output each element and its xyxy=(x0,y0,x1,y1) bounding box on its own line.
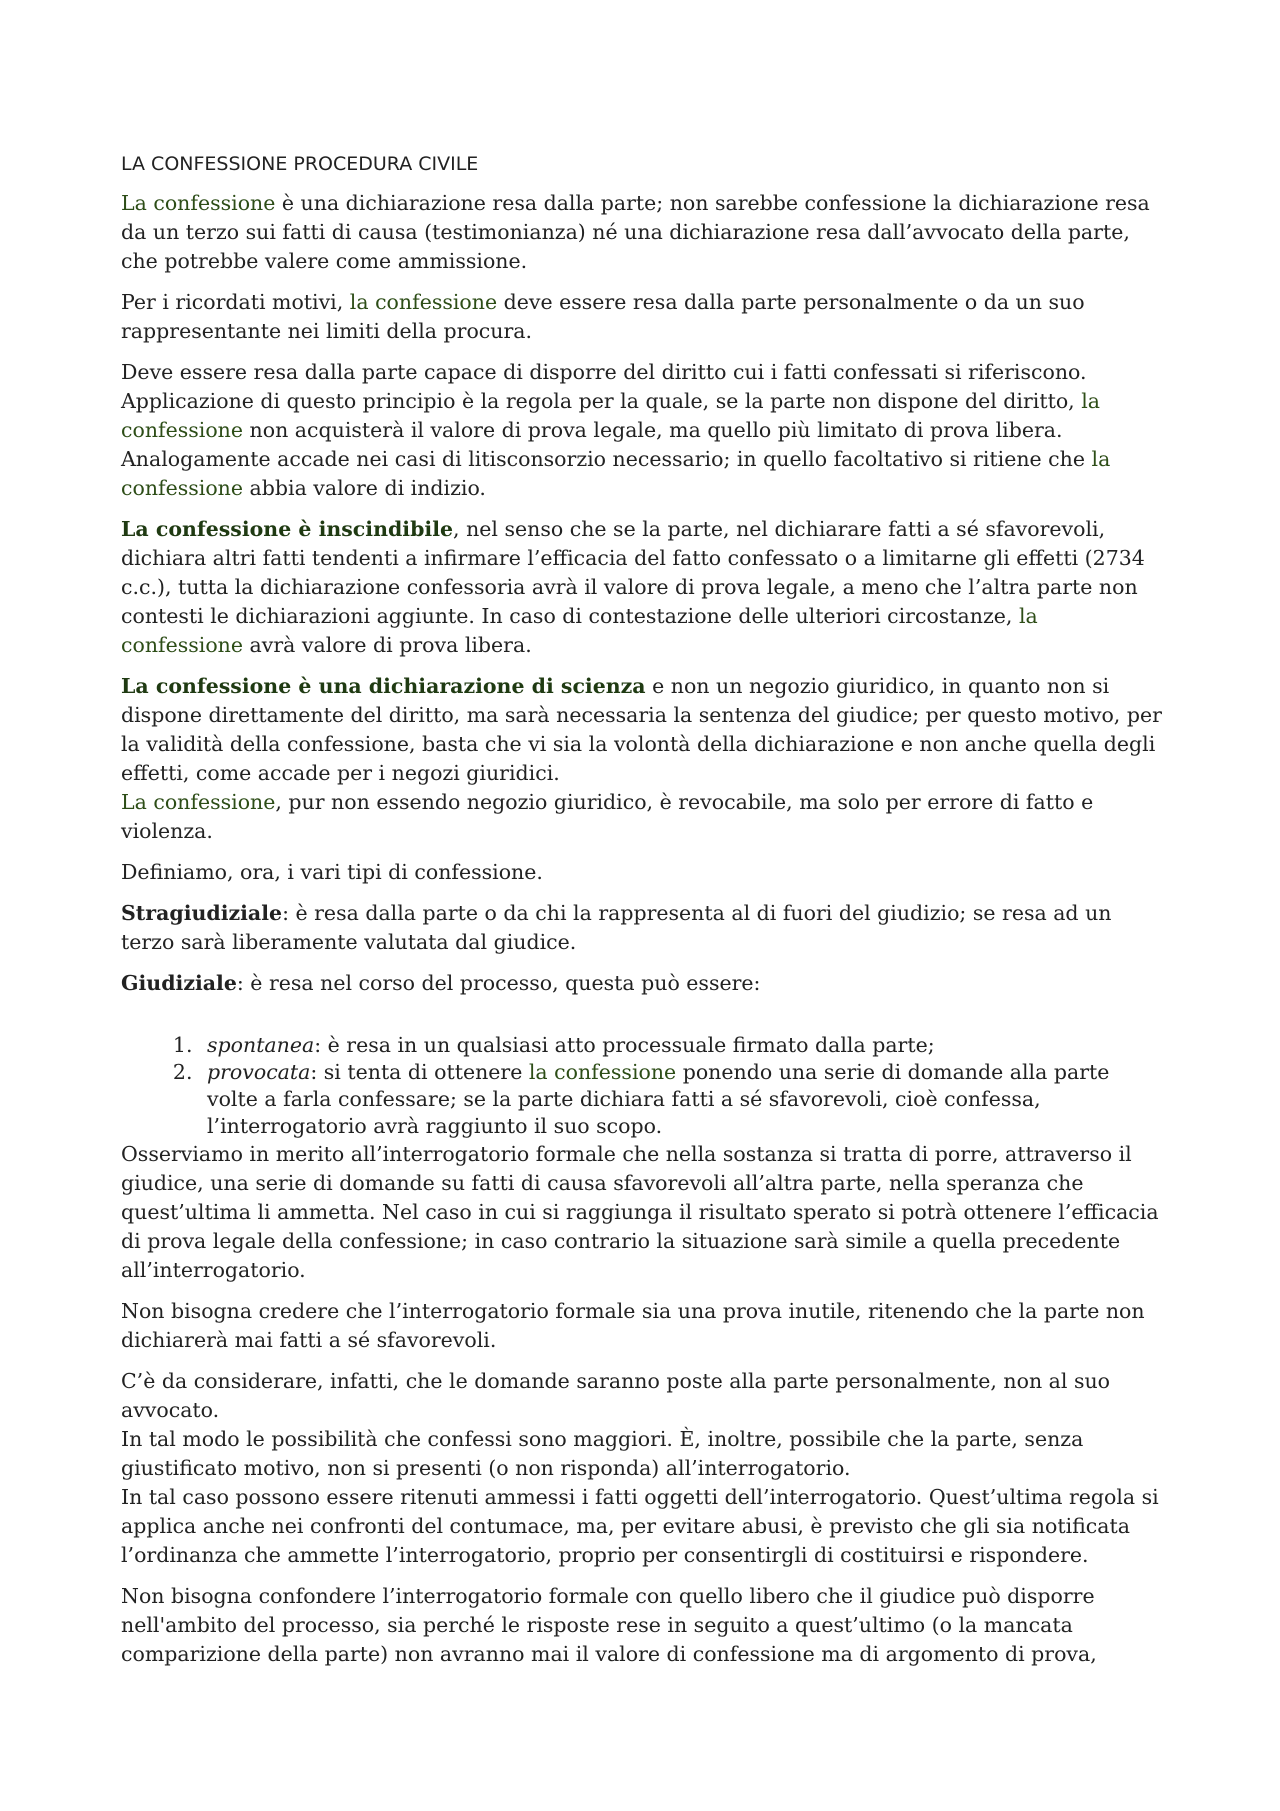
confession-types-list xyxy=(121,1032,1166,1140)
paragraph-2 xyxy=(121,288,1166,346)
term-highlight: La confessione xyxy=(121,191,276,215)
text-run: avrà valore di prova libera. xyxy=(243,633,532,657)
term-highlight: la confessione xyxy=(121,389,1100,442)
text-run: e non un negozio giuridico, in quanto non si dispone direttamente del diritto, ma sarà necessaria la sentenza del giudice; per questo motivo, per la validità della confessione, basta che vi sia la volontà della dichiarazione e non anche quella degli effetti, come accade per i negozi giuridici. xyxy=(121,674,1162,785)
list-item xyxy=(199,1032,1166,1059)
paragraph-11 xyxy=(121,1367,1166,1570)
paragraph-9: Osserviamo in merito all’interrogatorio formale che nella sostanza si tratta di porre, attraverso il giudice, una serie di domande su fatti di causa sfavorevoli all’altra parte, nella speranza che quest’ultima li ammetta. Nel caso in cui si raggiunga il risultato sperato si potrà ottenere l’efficacia di prova legale della confessione; in caso contrario la situazione sarà simile a quella precedente all’interrogatorio. xyxy=(121,1142,1159,1282)
bold-heading-run: La confessione è inscindibile xyxy=(121,517,454,541)
bold-term: Giudiziale xyxy=(121,971,237,995)
paragraph-8 xyxy=(121,969,1166,998)
paragraph-1 xyxy=(121,189,1166,276)
text-run: ponendo una serie di domande alla parte volte a farla confessare; se la parte dichiara fatti a sé sfavorevoli, cioè confessa, l’interrogatorio avrà raggiunto il suo scopo. xyxy=(207,1060,1110,1138)
document-page xyxy=(121,150,1166,1681)
term-highlight: la confessione xyxy=(121,447,1111,500)
paragraph-5 xyxy=(121,672,1166,846)
paragraph-4 xyxy=(121,515,1166,660)
text-run: è una dichiarazione resa dalla parte; non sarebbe confessione la dichiarazione resa da un terzo sui fatti di causa (testimonianza) né una dichiarazione resa dall’avvocato della parte, che potrebbe valere come ammissione. xyxy=(121,191,1150,273)
paragraph-6: Definiamo, ora, i vari tipi di confessione. xyxy=(121,860,543,884)
term-highlight: la confessione xyxy=(528,1060,677,1084)
bold-heading-run: La confessione è una dichiarazione di scienza xyxy=(121,674,646,698)
list-item xyxy=(199,1059,1166,1140)
text-run: non acquisterà il valore di prova legale, ma quello più limitato di prova libera. Analogamente accade nei casi di litisconsorzio necessario; in quello facoltativo si ritiene che xyxy=(121,418,1092,471)
term-highlight: la confessione xyxy=(121,604,1038,657)
term-highlight: La confessione xyxy=(121,790,276,814)
term-highlight: la confessione xyxy=(349,290,498,314)
text-run: : è resa dalla parte o da chi la rappresenta al di fuori del giudizio; se resa ad un terzo sarà liberamente valutata dal giudice. xyxy=(121,901,1112,954)
italic-term: spontanea xyxy=(207,1033,315,1057)
paragraph-10: Non bisogna credere che l’interrogatorio formale sia una prova inutile, ritenendo che la parte non dichiarerà mai fatti a sé sfavorevoli. xyxy=(121,1299,1145,1352)
italic-term: provocata xyxy=(207,1060,311,1084)
text-run: : si tenta di ottenere xyxy=(310,1060,529,1084)
text-run: : è resa nel corso del processo, questa può essere: xyxy=(236,971,761,995)
text-run: C’è da considerare, infatti, che le domande saranno poste alla parte personalmente, non al suo avvocato. xyxy=(121,1369,1111,1422)
bold-term: Stragiudiziale xyxy=(121,901,283,925)
text-run: , nel senso che se la parte, nel dichiarare fatti a sé sfavorevoli, dichiara altri fatti tendenti a infirmare l’efficacia del fatto confessato o a limitarne gli effetti (2734 c.c.), tutta la dichiarazione confessoria avrà il valore di prova legale, a meno che l’altra parte non contesti le dichiarazioni aggiunte. In caso di contestazione delle ulteriori circostanze, xyxy=(121,517,1145,628)
text-run: , pur non essendo negozio giuridico, è revocabile, ma solo per errore di fatto e violenza. xyxy=(121,790,1094,843)
text-run: Deve essere resa dalla parte capace di disporre del diritto cui i fatti confessati si riferiscono. Applicazione di questo principio è la regola per la quale, se la parte non dispone del diritto, xyxy=(121,360,1087,413)
paragraph-3 xyxy=(121,358,1166,503)
text-run: Per i ricordati motivi, xyxy=(121,290,350,314)
text-run: In tal caso possono essere ritenuti ammessi i fatti oggetti dell’interrogatorio. Quest’ultima regola si applica anche nei confronti del contumace, ma, per evitare abusi, è previsto che gli sia notificata l’ordinanza che ammette l’interrogatorio, proprio per consentirgli di costituirsi e rispondere. xyxy=(121,1485,1159,1567)
text-run: In tal modo le possibilità che confessi sono maggiori. È, inoltre, possibile che la parte, senza giustificato motivo, non si presenti (o non risponda) all’interrogatorio. xyxy=(121,1427,1084,1480)
paragraph-12: Non bisogna confondere l’interrogatorio formale con quello libero che il giudice può disporre nell'ambito del processo, sia perché le risposte rese in seguito a quest’ultimo (o la mancata comparizione della parte) non avranno mai il valore di confessione ma di argomento di prova, xyxy=(121,1584,1097,1666)
document-title: LA CONFESSIONE PROCEDURA CIVILE xyxy=(121,153,479,175)
text-run: abbia valore di indizio. xyxy=(243,476,486,500)
text-run: deve essere resa dalla parte personalmente o da un suo rappresentante nei limiti della procura. xyxy=(121,290,1085,343)
text-run: : è resa in un qualsiasi atto processuale firmato dalla parte; xyxy=(314,1033,935,1057)
paragraph-7 xyxy=(121,899,1166,957)
